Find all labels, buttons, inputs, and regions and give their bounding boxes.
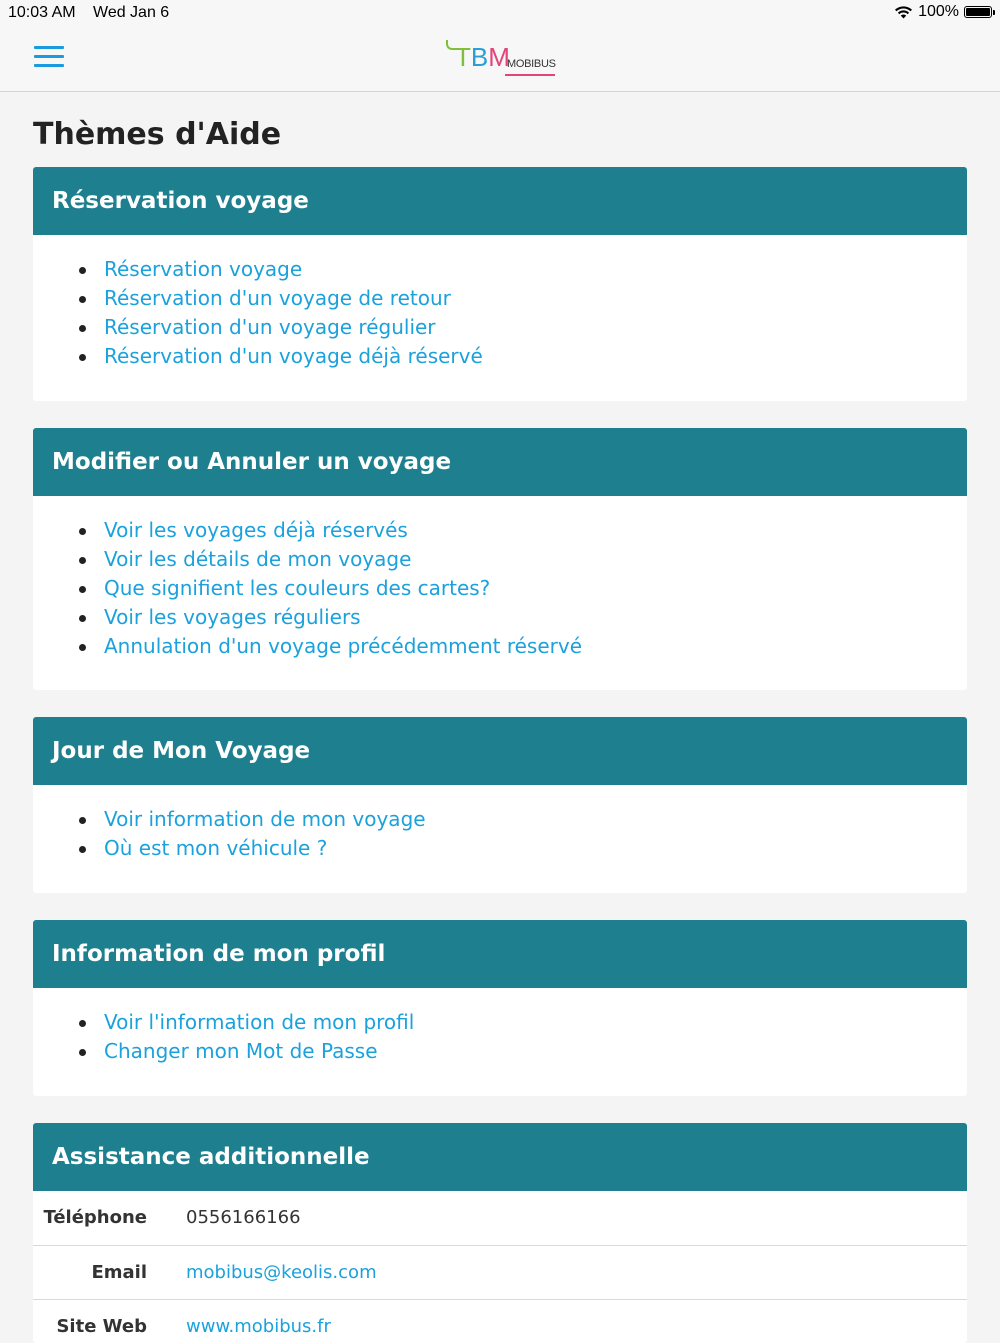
table-row [33,1191,967,1245]
section-header: Jour de Mon Voyage [33,717,967,785]
help-link[interactable]: Voir les voyages réguliers [104,605,361,629]
status-date: Wed Jan 6 [93,4,170,21]
email-link[interactable]: mobibus@keolis.com [186,1261,377,1283]
email-cell [147,1245,967,1299]
help-link[interactable]: Voir les voyages déjà réservés [104,518,408,542]
list-item [33,834,967,863]
nav-bar [0,26,1000,92]
section-header: Information de mon profil [33,920,967,988]
help-link[interactable]: Réservation d'un voyage déjà réservé [104,344,483,368]
website-cell [147,1299,967,1343]
section-card-reservation [33,167,967,401]
wifi-icon [894,5,913,19]
link-list [33,988,967,1066]
phone-value: 0556166166 [186,1207,301,1229]
section-header: Modifier ou Annuler un voyage [33,428,967,496]
section-card-assistance [33,1123,967,1343]
page-title: Thèmes d'Aide [33,117,282,152]
link-list [33,785,967,863]
section-card-profile [33,920,967,1096]
table-row [33,1299,967,1343]
section-header: Assistance additionnelle [33,1123,967,1191]
contact-table [33,1191,967,1343]
phone-label: Téléphone [43,1207,147,1229]
help-link[interactable]: Voir information de mon voyage [104,807,426,831]
status-bar [0,0,1000,26]
help-link[interactable]: Que signifient les couleurs des cartes? [104,576,491,600]
help-link[interactable]: Annulation d'un voyage précédemment réservé [104,634,583,658]
list-item [33,516,967,545]
hamburger-menu-icon[interactable] [34,46,64,70]
list-item [33,574,967,603]
list-item [33,255,967,284]
battery-percent: 100% [918,3,959,20]
help-link[interactable]: Voir les détails de mon voyage [104,547,412,571]
link-list [33,496,967,661]
list-item [33,284,967,313]
battery-icon [964,6,992,18]
table-row [33,1245,967,1299]
status-time: 10:03 AM [8,4,76,21]
help-link[interactable]: Réservation d'un voyage régulier [104,315,436,339]
section-card-trip-day [33,717,967,893]
list-item [33,632,967,661]
help-link[interactable]: Où est mon véhicule ? [104,836,328,860]
list-item [33,313,967,342]
list-item [33,545,967,574]
website-link[interactable]: www.mobibus.fr [186,1315,331,1337]
list-item [33,805,967,834]
help-link[interactable]: Changer mon Mot de Passe [104,1039,378,1063]
tbm-mobibus-logo: TBM MOBIBUS [443,36,558,80]
status-right [894,3,992,21]
help-link[interactable]: Voir l'information de mon profil [104,1010,415,1034]
section-header: Réservation voyage [33,167,967,235]
email-label: Email [91,1261,147,1283]
help-link[interactable]: Réservation voyage [104,257,303,281]
list-item [33,603,967,632]
list-item [33,342,967,371]
section-card-modify-cancel [33,428,967,690]
help-link[interactable]: Réservation d'un voyage de retour [104,286,451,310]
link-list [33,235,967,371]
list-item [33,1008,967,1037]
list-item [33,1037,967,1066]
website-label: Site Web [56,1315,147,1337]
